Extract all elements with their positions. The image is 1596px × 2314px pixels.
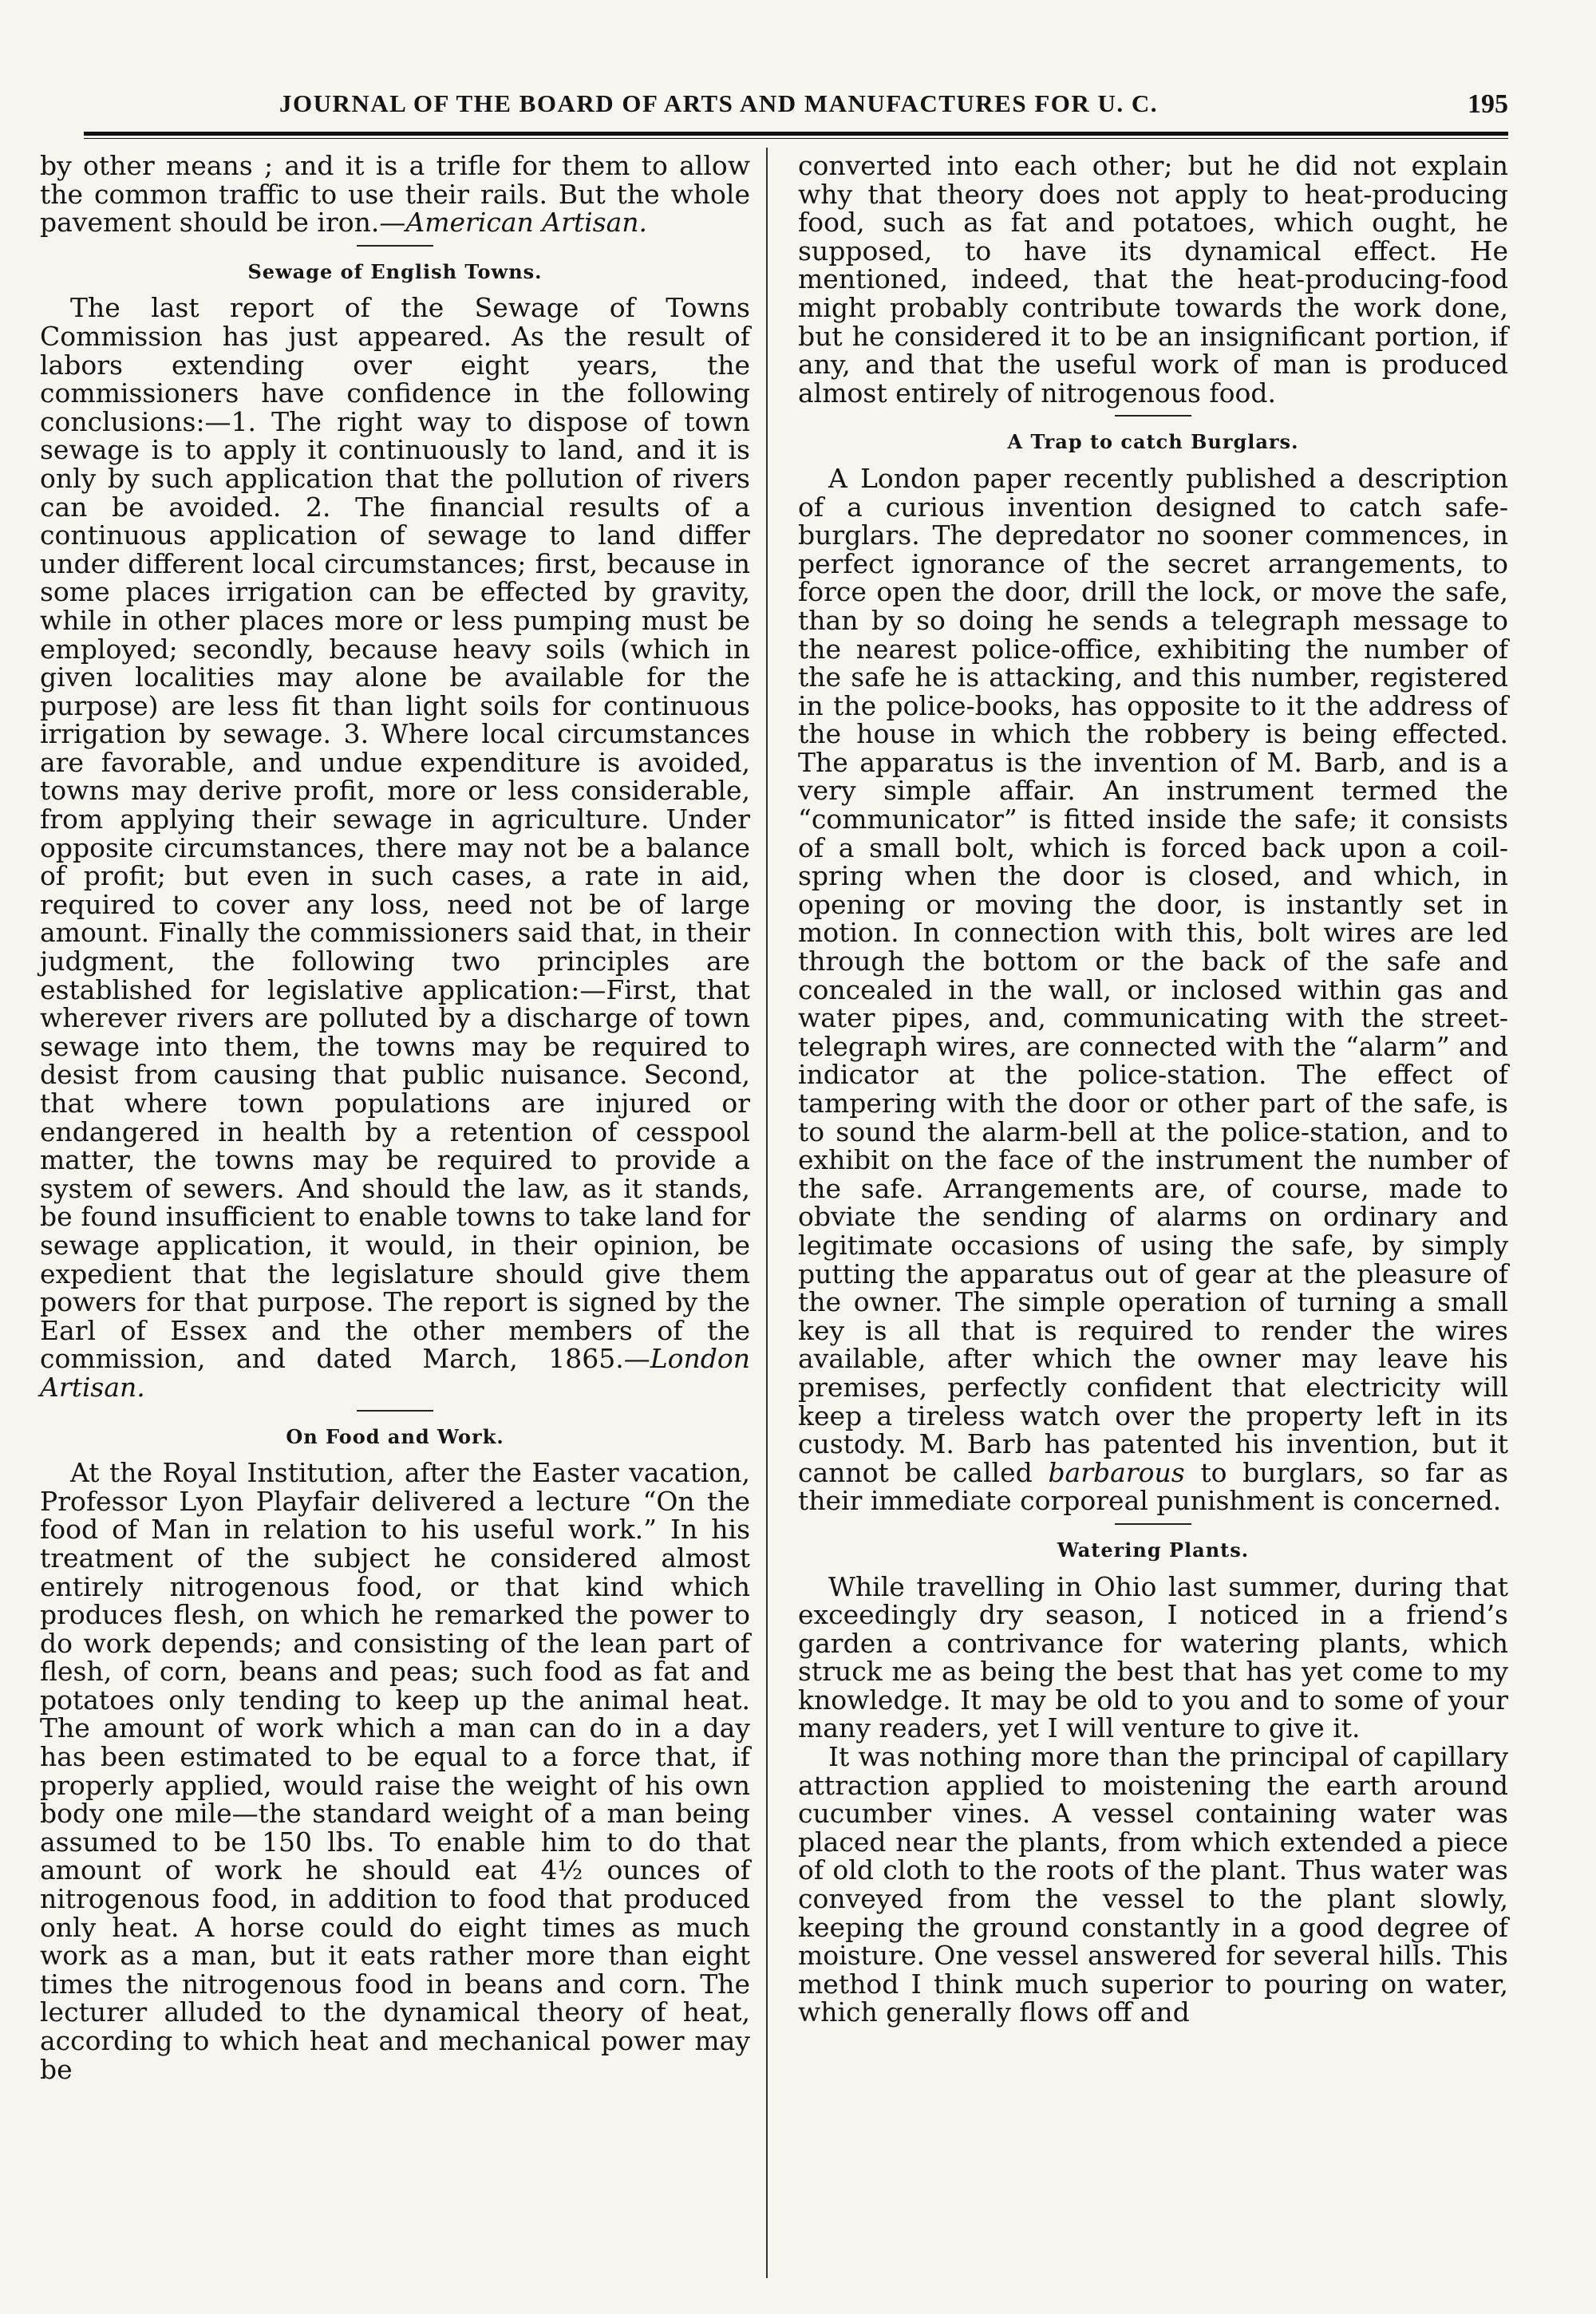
burglars-paragraph: A London paper recently published a description of a curious invention designed to catch safe-burglars. The depredator no sooner commences, in perfect ignorance of the secret arrangements, to force open the door, drill the lock, or move the safe, than by so doing he sends a telegraph message to the nearest police-office, exhibiting the number of the safe he is attacking, and this number, registered in the police-books, has opposite to it the address of the house in which the robbery is being effected. The apparatus is the invention of M. Barb, and is a very simple affair. An instrument termed the “communicator” is fitted inside the safe; it consists of a small bolt, which is forced back upon a coil-spring when the door is closed, and which, in opening or moving the door, is instantly set in motion. In connection with this, bolt wires are led through the bottom or the back of the safe and concealed in the wall, or inclosed within gas and water pipes, and, communicating with the street-telegraph wires, are connected with the “alarm” and indicator at the police-station. The effect of tampering with the door or other part of the safe, is to sound the alarm-bell at the police-station, and to exhibit on the face of the instrument the number of the safe. Arrangements are, of course, made to obviate the sending of alarms on ordinary and legitimate occasions of using the safe, by simply putting the apparatus out of gear at the pleasure of the owner. The simple operation of turning a small key is all that is required to render the wires available, after which the owner may leave his premises, perfectly confident that electricity will keep a tireless watch over the property left in its custody. M. Barb has patented his invention, but it cannot be called barbarous to burglars, so far as their immediate corporeal punishment is concerned. xyxy=(798,462,1509,1517)
opening-paragraph: by other means ; and it is a trifle for them to allow the common traffic to use their rails. But the whole pavement should be iron.—American Artisan. xyxy=(40,150,750,239)
continued-paragraph: converted into each other; but he did not explain why that theory does not apply to heat-producing food, such as fat and potatoes, which ought, he supposed, to have its dynamical effect. He mentioned, indeed, that the heat-producing-food might probably contribute towards the work done, but he considered it to be an insignificant portion, if any, and that the useful work of man is produced almost entirely of nitrogenous food. xyxy=(798,150,1508,409)
header-rule xyxy=(84,132,1508,139)
column-divider xyxy=(766,148,768,2278)
opening-source: American Artisan. xyxy=(405,207,648,239)
running-title: JOURNAL OF THE BOARD OF ARTS AND MANUFACTURES FOR U. C. xyxy=(279,89,1159,117)
burglars-pun: barbarous xyxy=(1048,1456,1185,1488)
section-title-sewage: Sewage of English Towns. xyxy=(247,259,543,283)
watering-paragraph-2: It was nothing more than the principal of capillary attraction applied to moistening the earth around cucumber vines. A vessel containing water was placed near the plants, from which extended a piece of old cloth to the roots of the plant. Thus water was conveyed from the vessel to the plant slowly, keeping the ground constantly in a good degree of moisture. One vessel answered for several hills. This method I think much superior to pouring on water, which generally flows off and xyxy=(798,1741,1508,2028)
watering-paragraph-1: While travelling in Ohio last summer, during that exceedingly dry season, I noticed in a friend’s garden a contrivance for watering plants, which struck me as being the best that has yet come to my knowledge. It may be old to you and to some of your many readers, yet I will venture to give it. xyxy=(798,1570,1508,1744)
section-rule xyxy=(1115,415,1191,417)
section-rule xyxy=(1115,1523,1191,1525)
sewage-paragraph: The last report of the Sewage of Towns Commission has just appeared. As the result of labors extending over eight years, the commissioners have confidence in the following conclusions:—1. The right way to dispose of town sewage is to apply it continuously to land, and it is only by such application that the pollution of rivers can be avoided. 2. The financial results of a continuous application of sewage to land differ under different local circumstances; first, because in some places irrigation can be effected by gravity, while in other places more or less pumping must be employed; secondly, because heavy soils (which in given localities may alone be available for the purpose) are less fit than light soils for continuous irrigation by sewage. 3. Where local circumstances are favorable, and undue expenditure is avoided, towns may derive profit, more or less considerable, from applying their sewage in agriculture. Under opposite circumstances, there may not be a balance of profit; but even in such cases, a rate in aid, required to cover any loss, need not be of large amount. Finally the commissioners said that, in their judgment, the following two principles are established for legislative application:—First, that wherever rivers are polluted by a discharge of town sewage into them, the towns may be required to desist from causing that public nuisance. Second, that where town populations are injured or endangered in health by a retention of cesspool matter, the towns may be required to provide a system of sewers. And should the law, as it stands, be found insufficient to enable towns to take land for sewage application, it would, in their opinion, be expedient that the legislature should give them powers for that purpose. The report is signed by the Earl of Essex and the other members of the commission, and dated March, 1865.—London Artisan. xyxy=(40,292,750,1403)
left-column xyxy=(40,152,750,2083)
section-rule xyxy=(357,1410,433,1412)
running-head xyxy=(88,89,1508,129)
section-title-burglars: A Trap to catch Burglars. xyxy=(1007,430,1299,454)
page-number: 195 xyxy=(1468,89,1508,119)
section-rule xyxy=(357,245,433,247)
section-title-food: On Food and Work. xyxy=(286,1424,504,1448)
section-title-watering: Watering Plants. xyxy=(1057,1538,1250,1562)
sewage-source: London Artisan. xyxy=(40,1343,750,1403)
right-column xyxy=(798,152,1508,2027)
food-paragraph: At the Royal Institution, after the Easter vacation, Professor Lyon Playfair delivered a lecture “On the food of Man in relation to his useful work.” In his treatment of the subject he considered almost entirely nitrogenous food, or that kind which produces flesh, on which he remarked the power to do work depends; and consisting of the lean part of flesh, of corn, beans and peas; such food as fat and potatoes only tending to keep up the animal heat. The amount of work which a man can do in a day has been estimated to be equal to a force that, if properly applied, would raise the weight of his own body one mile—the standard weight of a man being assumed to be 150 lbs. To enable him to do that amount of work he should eat 4½ ounces of nitrogenous food, in addition to food that produced only heat. A horse could do eight times as much work as a man, but it eats rather more than eight times the nitrogenous food in beans and corn. The lecturer alluded to the dynamical theory of heat, according to which heat and mechanical power may be xyxy=(40,1457,750,2085)
